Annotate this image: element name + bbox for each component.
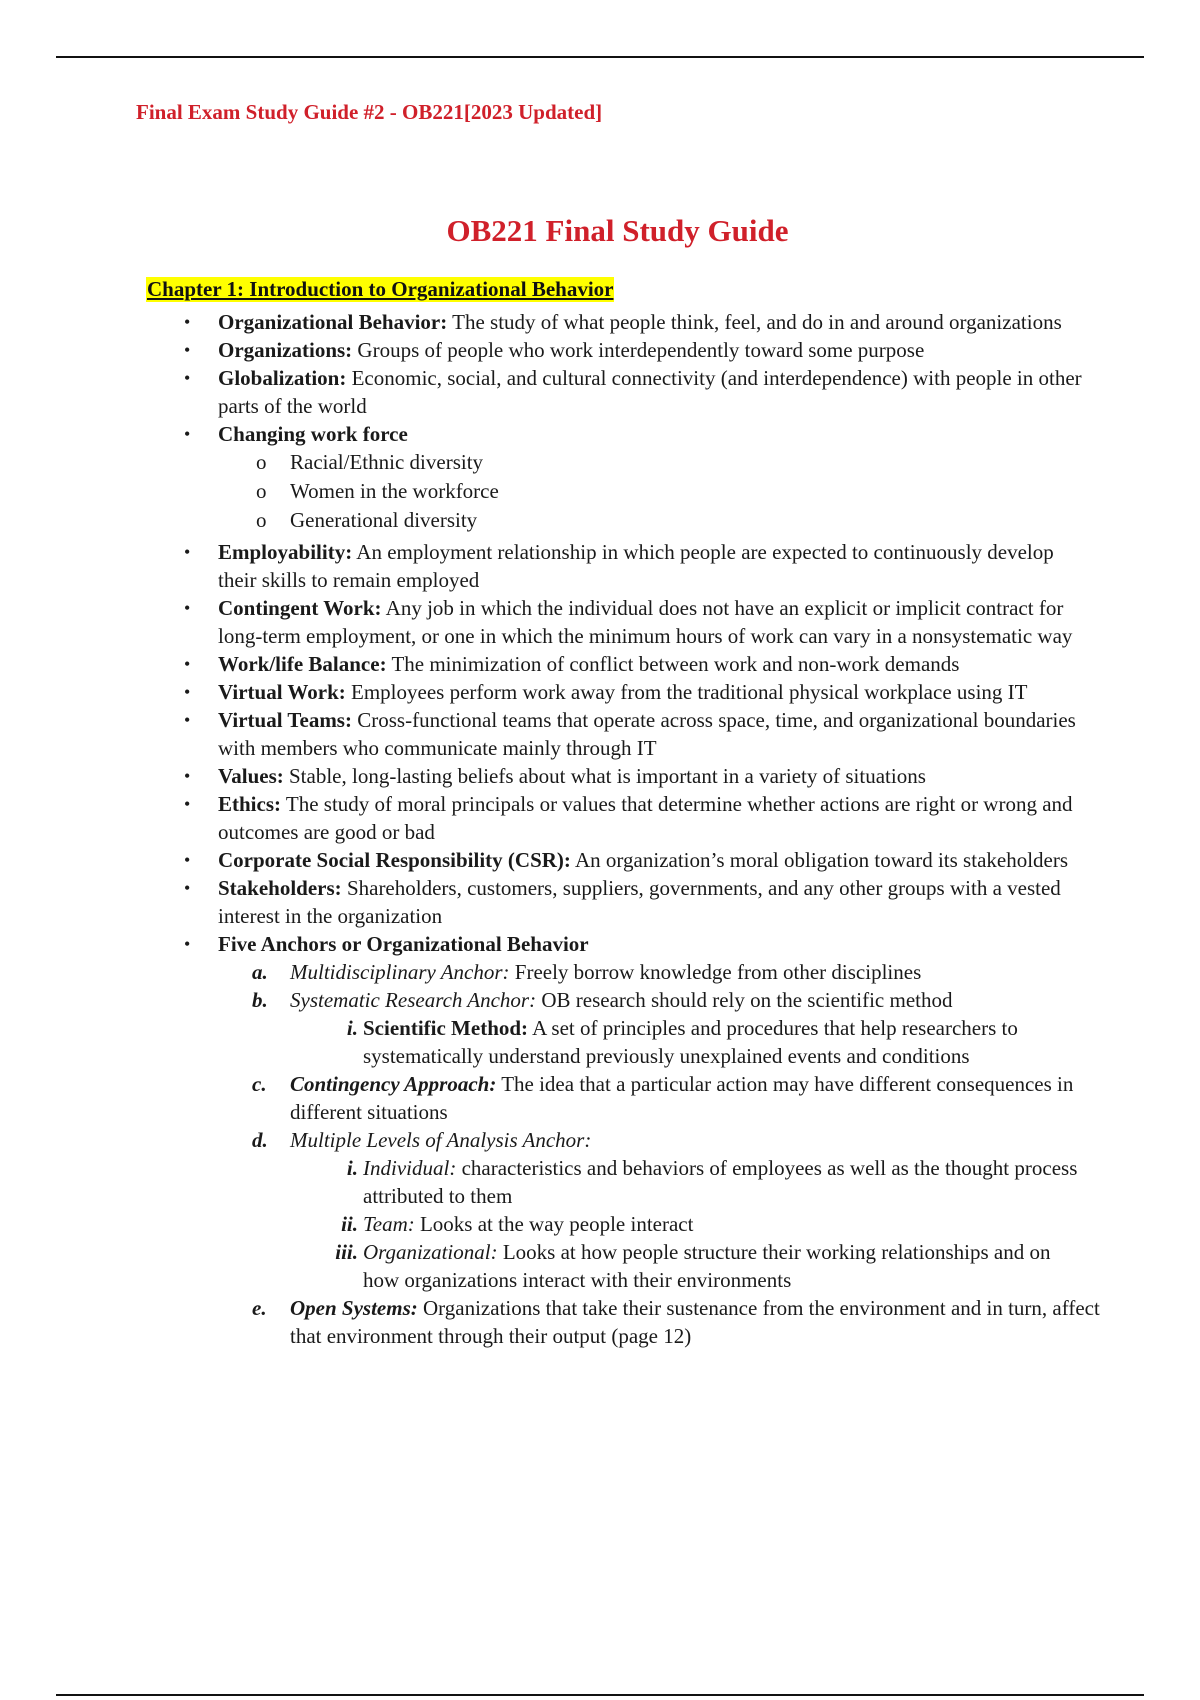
anchor-definition: characteristics and behaviors of employees as well as the thought process attributed to them <box>363 1156 1078 1208</box>
list-item <box>0 874 1200 930</box>
term: Contingent Work: <box>218 596 382 620</box>
bullet-icon: • <box>184 424 191 444</box>
document-header: Final Exam Study Guide #2 - OB221[2023 Updated] <box>136 100 603 124</box>
bullet-icon: • <box>184 340 191 360</box>
term: Stakeholders: <box>218 876 342 900</box>
definition: The study of what people think, feel, and do in and around organizations <box>447 310 1062 334</box>
anchor-definition: Freely borrow knowledge from other disciplines <box>509 960 922 984</box>
definition: The study of moral principals or values that determine whether actions are right or wrong and outcomes are good or bad <box>218 792 1073 844</box>
term: Five Anchors or Organizational Behavior <box>218 932 589 956</box>
list-marker: ii. <box>341 1212 358 1236</box>
anchor-term: Team: <box>363 1212 415 1236</box>
anchor-item-a <box>0 958 1200 986</box>
bullet-icon: • <box>184 312 191 332</box>
bullet-icon: • <box>184 850 191 870</box>
anchor-item-d <box>0 1126 1200 1154</box>
bullet-icon: • <box>184 654 191 674</box>
list-marker: b. <box>252 988 268 1012</box>
list-item <box>0 364 1200 420</box>
circle-bullet-icon: o <box>256 450 267 474</box>
definition: Cross-functional teams that operate across space, time, and organizational boundaries with members who communicate mainly through IT <box>218 708 1076 760</box>
anchor-term: Open Systems: <box>290 1296 418 1320</box>
anchor-definition: Organizations that take their sustenance from the environment and in turn, affect that environment through their output (page 12) <box>290 1296 1100 1348</box>
top-rule <box>56 56 1144 58</box>
anchor-term: Organizational: <box>363 1240 498 1264</box>
list-item <box>0 930 1200 958</box>
anchor-definition: Looks at how people structure their working relationships and on how organizations interact with their environments <box>363 1240 1051 1292</box>
definition: The minimization of conflict between work and non-work demands <box>386 652 960 676</box>
list-item <box>0 420 1200 448</box>
anchor-term: Systematic Research Anchor: <box>290 988 537 1012</box>
circle-bullet-icon: o <box>256 508 267 532</box>
anchor-definition: A set of principles and procedures that help researchers to systematically understand previously unexplained events and conditions <box>363 1016 1018 1068</box>
list-marker: iii. <box>335 1240 358 1264</box>
bullet-icon: • <box>184 368 191 388</box>
list-item <box>0 706 1200 762</box>
anchor-item-b-i <box>0 1014 1200 1070</box>
anchor-term: Individual: <box>363 1156 457 1180</box>
anchor-definition: The idea that a particular action may have different consequences in different situations <box>290 1072 1074 1124</box>
term: Values: <box>218 764 284 788</box>
list-item <box>0 308 1200 336</box>
term: Organizations: <box>218 338 353 362</box>
bullet-icon: • <box>184 934 191 954</box>
list-marker: d. <box>252 1128 268 1152</box>
term: Corporate Social Responsibility (CSR): <box>218 848 571 872</box>
term: Virtual Work: <box>218 680 346 704</box>
sub-item-text: Racial/Ethnic diversity <box>290 450 484 474</box>
list-item <box>0 790 1200 846</box>
sub-list-item <box>0 477 1200 506</box>
term: Virtual Teams: <box>218 708 352 732</box>
anchor-item-c <box>0 1070 1200 1126</box>
anchor-term: Scientific Method: <box>363 1016 529 1040</box>
sub-item-text: Women in the workforce <box>290 479 499 503</box>
study-guide-content <box>0 308 1200 1350</box>
list-item <box>0 594 1200 650</box>
term: Work/life Balance: <box>218 652 387 676</box>
anchor-item-d-iii <box>0 1238 1200 1294</box>
definition: Economic, social, and cultural connectivity (and interdependence) with people in other parts of the world <box>218 366 1082 418</box>
list-item <box>0 538 1200 594</box>
list-marker: i. <box>346 1156 358 1180</box>
chapter-heading: Chapter 1: Introduction to Organizational Behavior <box>147 277 614 301</box>
bullet-icon: • <box>184 598 191 618</box>
sub-item-text: Generational diversity <box>290 508 478 532</box>
sub-list-item <box>0 506 1200 535</box>
list-marker: c. <box>252 1072 267 1096</box>
page-title: OB221 Final Study Guide <box>446 213 789 248</box>
list-item <box>0 336 1200 364</box>
list-marker: a. <box>252 960 268 984</box>
anchor-definition: Looks at the way people interact <box>414 1212 694 1236</box>
list-item <box>0 650 1200 678</box>
bullet-icon: • <box>184 766 191 786</box>
anchor-term: Multidisciplinary Anchor: <box>290 960 510 984</box>
definition: Shareholders, customers, suppliers, governments, and any other groups with a vested interest in the organization <box>218 876 1061 928</box>
list-item <box>0 846 1200 874</box>
anchor-item-d-ii <box>0 1210 1200 1238</box>
definition: Stable, long-lasting beliefs about what is important in a variety of situations <box>283 764 926 788</box>
bullet-icon: • <box>184 794 191 814</box>
anchor-item-b <box>0 986 1200 1014</box>
bullet-icon: • <box>184 682 191 702</box>
definition: Any job in which the individual does not have an explicit or implicit contract for long-term employment, or one in which the minimum hours of work can vary in a nonsystematic way <box>218 596 1073 648</box>
list-marker: e. <box>252 1296 267 1320</box>
bullet-icon: • <box>184 878 191 898</box>
term: Organizational Behavior: <box>218 310 448 334</box>
bottom-rule <box>56 1694 1144 1696</box>
list-item <box>0 762 1200 790</box>
anchor-item-d-i <box>0 1154 1200 1210</box>
anchor-term: Multiple Levels of Analysis Anchor: <box>290 1128 592 1152</box>
definition: Groups of people who work interdependently toward some purpose <box>352 338 925 362</box>
definition: An employment relationship in which people are expected to continuously develop their skills to remain employed <box>218 540 1054 592</box>
sub-list-item <box>0 448 1200 477</box>
bullet-icon: • <box>184 542 191 562</box>
term: Changing work force <box>218 422 408 446</box>
term: Globalization: <box>218 366 347 390</box>
term: Ethics: <box>218 792 281 816</box>
bullet-icon: • <box>184 710 191 730</box>
anchor-term: Contingency Approach: <box>290 1072 497 1096</box>
anchor-item-e <box>0 1294 1200 1350</box>
circle-bullet-icon: o <box>256 479 267 503</box>
term: Employability: <box>218 540 353 564</box>
anchor-definition: OB research should rely on the scientific method <box>536 988 953 1012</box>
definition: An organization’s moral obligation toward its stakeholders <box>570 848 1069 872</box>
definition: Employees perform work away from the traditional physical workplace using IT <box>345 680 1028 704</box>
list-item <box>0 678 1200 706</box>
list-marker: i. <box>346 1016 358 1040</box>
